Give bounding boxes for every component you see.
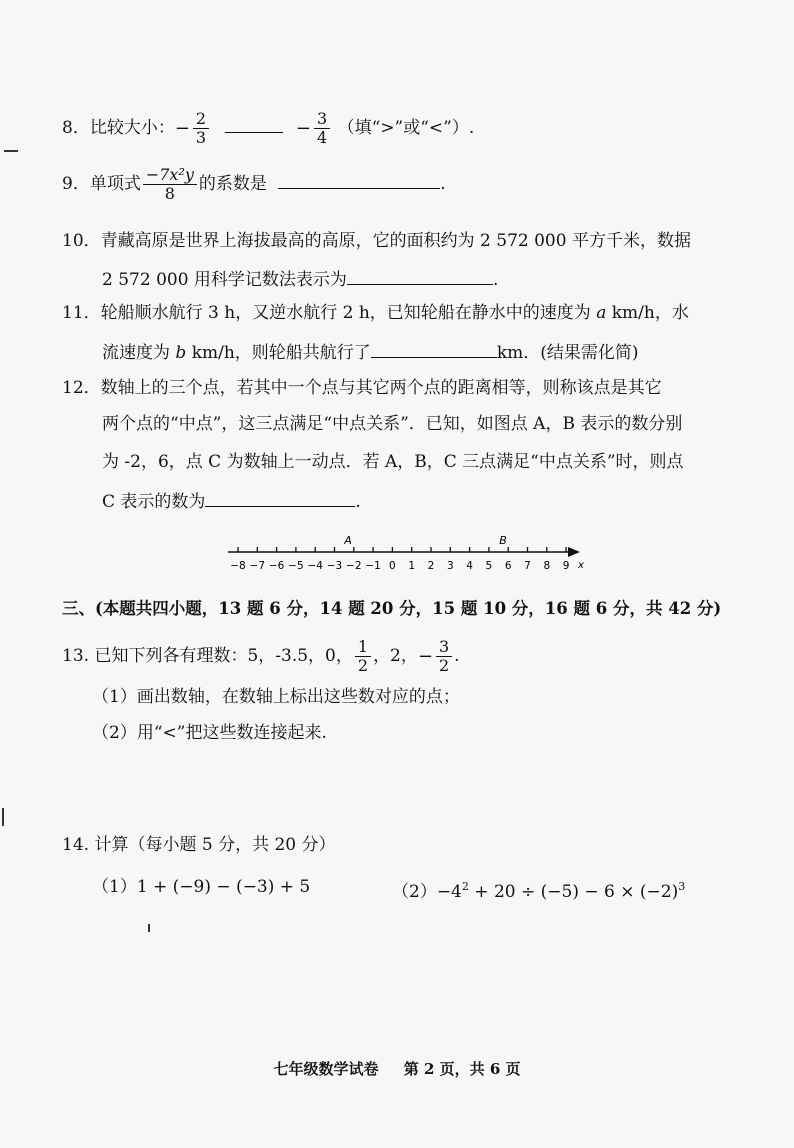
question-number: 11． bbox=[62, 303, 101, 323]
question-text: 的系数是 bbox=[198, 174, 267, 194]
page-footer bbox=[0, 1058, 794, 1079]
footer-title: 七年级数学试卷 bbox=[273, 1060, 379, 1078]
question-8 bbox=[62, 108, 474, 149]
answer-blank[interactable] bbox=[371, 339, 497, 358]
question-text: 计算（每小题 5 分，共 20 分） bbox=[94, 835, 336, 855]
question-text: 青藏高原是世界上海拔最高的高原，它的面积约为 2 572 000 平方千米，数据 bbox=[100, 231, 691, 251]
question-13: 13. 已知下列各有理数：5，-3.5，0， $\frac{1}{2}$ ，2，− $\frac{3}{2}$ . bbox=[62, 637, 460, 675]
fraction: $\frac{2}{3}$ bbox=[193, 110, 209, 147]
scan-mark bbox=[2, 808, 4, 826]
question-10-line-2: 2 572 000 用科学记数法表示为 . bbox=[102, 266, 498, 291]
number-line-figure bbox=[222, 530, 592, 578]
scan-mark bbox=[4, 150, 18, 152]
question-number: 9． bbox=[62, 174, 90, 194]
axis-tick-label: 0 bbox=[389, 560, 396, 572]
axis-ticks bbox=[230, 547, 569, 572]
question-12-line-4: C 表示的数为 . bbox=[102, 488, 361, 513]
minus-sign: − bbox=[174, 117, 190, 139]
question-number: 8． bbox=[62, 118, 90, 138]
question-number: 10． bbox=[62, 231, 101, 251]
axis-tick-label: −7 bbox=[249, 560, 266, 572]
point-label-b: B bbox=[499, 534, 507, 547]
question-11-line-1: 11．轮船顺水航行 3 h，又逆水航行 2 h，已知轮船在静水中的速度为 a km/h，水 bbox=[62, 303, 689, 323]
variable-a: a bbox=[596, 303, 607, 323]
question-14-part-2: $(2)-4^2 + 20 \div (-5) - 6 \times (-2)^3$ bbox=[392, 880, 686, 902]
axis-tick-label: 2 bbox=[427, 560, 435, 572]
fraction: $\frac{\text{−7x²y}}{8}$ bbox=[143, 166, 197, 203]
question-text: 2 572 000 用科学记数法表示为 bbox=[102, 270, 347, 290]
section-3-title: 三、(本题共四小题，13 题 6 分，14 题 20 分，15 题 10 分，16 题 6 分，共 42 分) bbox=[62, 599, 722, 618]
axis-tick-label: 4 bbox=[466, 560, 473, 572]
question-14-part-1: （1）1 + (−9) − (−3) + 5 bbox=[92, 877, 311, 897]
question-hint: （填“>”或“<”）. bbox=[337, 118, 475, 138]
answer-blank[interactable] bbox=[205, 488, 355, 507]
question-text: 已知下列各有理数：5，-3.5，0， bbox=[94, 646, 353, 666]
question-13-part-2: （2）用“<”把这些数连接起来. bbox=[92, 723, 327, 743]
scan-mark bbox=[148, 924, 150, 932]
question-number: 13. bbox=[62, 646, 90, 666]
question-13-part-1: （1）画出数轴，在数轴上标出这些数对应的点； bbox=[92, 687, 460, 707]
axis-tick-label: −2 bbox=[346, 560, 362, 572]
axis-tick-label: −6 bbox=[268, 560, 285, 572]
axis-tick-label: 3 bbox=[446, 560, 454, 572]
answer-blank[interactable] bbox=[225, 114, 283, 133]
axis-label-x: x bbox=[578, 560, 584, 571]
axis-tick-label: −3 bbox=[326, 560, 343, 572]
axis-tick-label: 6 bbox=[504, 560, 512, 572]
footer-page-number: 第 2 页，共 6 页 bbox=[403, 1060, 521, 1078]
minus-sign: − bbox=[295, 117, 312, 139]
axis-tick-label: 8 bbox=[543, 560, 551, 572]
minus-sign: − bbox=[417, 645, 433, 667]
question-9: 9．单项式 $\frac{\text{−7x²y}}{8}$ 的系数是 . bbox=[62, 165, 446, 203]
axis-tick-label: −4 bbox=[307, 560, 323, 572]
question-12-line-1: 12．数轴上的三个点，若其中一个点与其它两个点的距离相等，则称该点是其它 bbox=[62, 378, 662, 398]
question-12-line-3: 为 -2，6，点 C 为数轴上一动点．若 A，B，C 三点满足“中点关系”时，则点 bbox=[102, 452, 684, 472]
fraction: $\frac{3}{4}$ bbox=[314, 110, 330, 147]
question-text: 单项式 bbox=[89, 174, 141, 194]
axis-tick-label: −8 bbox=[230, 560, 246, 572]
question-number: 14. bbox=[62, 835, 90, 855]
fraction: $\frac{1}{2}$ bbox=[355, 638, 371, 675]
point-label-a: A bbox=[344, 534, 352, 547]
question-10-line-1 bbox=[62, 230, 691, 252]
question-12-line-2: 两个点的“中点”，这三点满足“中点关系”．已知，如图点 A，B 表示的数分别 bbox=[102, 414, 683, 434]
axis-tick-label: 1 bbox=[408, 560, 416, 572]
question-text: 比较大小： bbox=[89, 118, 175, 138]
question-11-line-2: 流速度为 b km/h，则轮船共航行了 km．(结果需化简) bbox=[102, 339, 639, 364]
axis-tick-label: −1 bbox=[365, 560, 381, 572]
axis-tick-label: 5 bbox=[485, 560, 493, 572]
question-14 bbox=[62, 834, 336, 856]
answer-blank[interactable] bbox=[278, 170, 440, 189]
answer-blank[interactable] bbox=[347, 266, 493, 285]
axis-tick-label: 9 bbox=[562, 560, 570, 572]
axis-arrow-icon bbox=[568, 547, 580, 557]
question-number: 12． bbox=[62, 378, 101, 398]
variable-b: b bbox=[175, 343, 187, 363]
axis-tick-label: 7 bbox=[524, 560, 531, 572]
fraction: $\frac{3}{2}$ bbox=[436, 638, 452, 675]
axis-tick-label: −5 bbox=[288, 560, 304, 572]
